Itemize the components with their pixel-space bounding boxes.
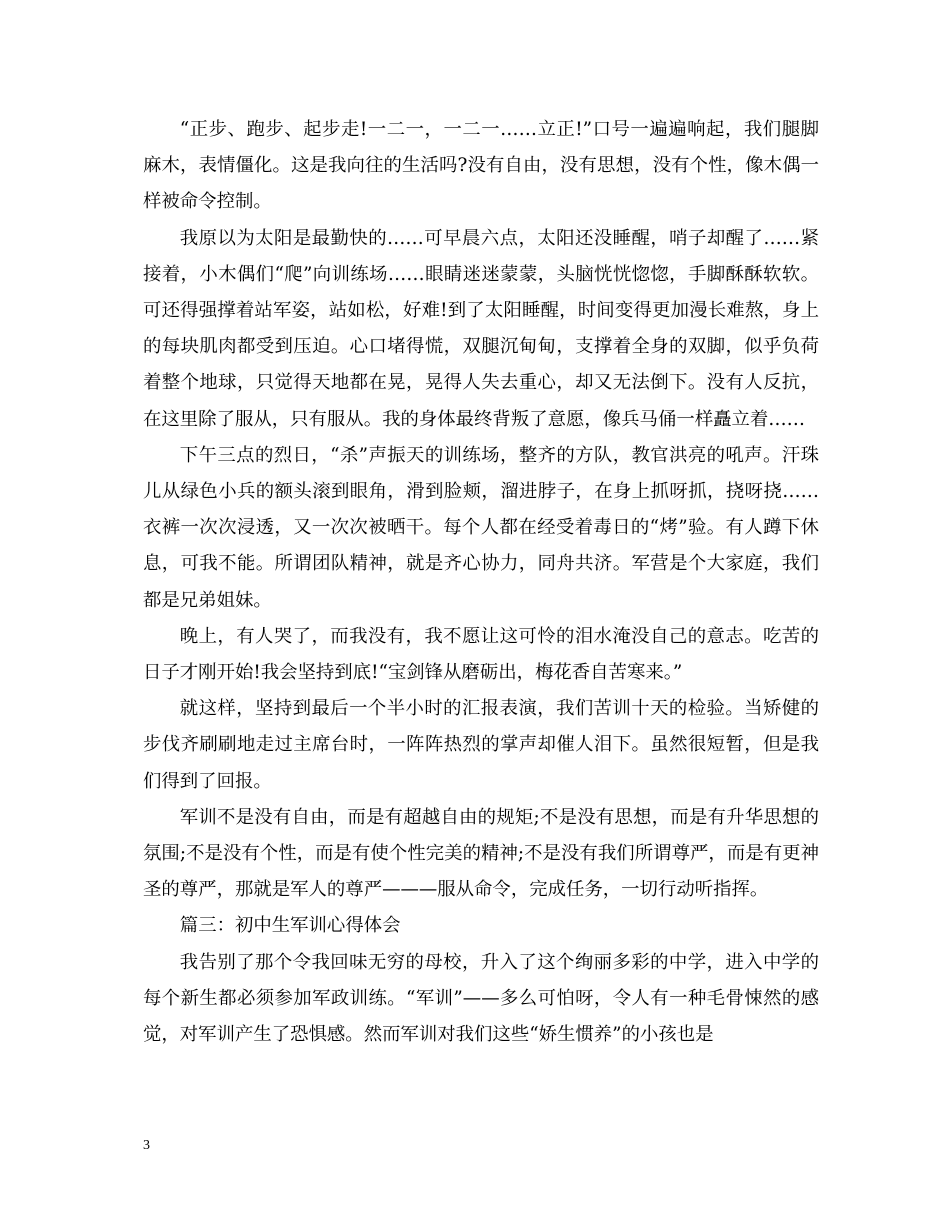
page-number: 3 [143, 1138, 150, 1153]
paragraph-6: 军训不是没有自由，而是有超越自由的规矩;不是没有思想，而是有升华思想的氛围;不是没有个性，而是有使个性完美的精神;不是没有我们所谓尊严，而是有更神圣的尊严，那就是军人的尊严———服从命令，完成任务，一切行动听指挥。 [143, 806, 819, 901]
paragraph-1: “正步、跑步、起步走!一二一，一二一……立正!”口号一遍遍响起，我们腿脚麻木，表情僵化。这是我向往的生活吗?没有自由，没有思想，没有个性，像木偶一样被命令控制。 [143, 119, 819, 213]
paragraph-2: 我原以为太阳是最勤快的……可早晨六点，太阳还没睡醒，哨子却醒了……紧接着，小木偶们“爬”向训练场……眼睛迷迷蒙蒙，头脑恍恍惚惚，手脚酥酥软软。可还得强撑着站军姿，站如松，好难!到了太阳睡醒，时间变得更加漫长难熬，身上的每块肌肉都受到压迫。心口堵得慌，双腿沉甸甸，支撑着全身的双脚，似乎负荷着整个地球，只觉得天地都在晃，晃得人失去重心，却又无法倒下。没有人反抗，在这里除了服从，只有服从。我的身体最终背叛了意愿，像兵马俑一样矗立着…… [143, 227, 819, 430]
paragraph-7: 我告别了那个令我回味无穷的母校，升入了这个绚丽多彩的中学，进入中学的每个新生都必须参加军政训练。“军训”——多么可怕呀，令人有一种毛骨悚然的感觉，对军训产生了恐惧感。然而军训对我们这些“娇生惯养”的小孩也是 [143, 951, 819, 1046]
section-heading: 篇三：初中生军训心得体会 [179, 915, 401, 937]
paragraph-4: 晚上，有人哭了，而我没有，我不愿让这可怜的泪水淹没自己的意志。吃苦的日子才刚开始!我会坚持到底!“宝剑锋从磨砺出，梅花香自苦寒来。” [143, 625, 819, 684]
paragraph-5: 就这样，坚持到最后一个半小时的汇报表演，我们苦训十天的检验。当矫健的步伐齐刷刷地走过主席台时，一阵阵热烈的掌声却催人泪下。虽然很短暂，但是我们得到了回报。 [143, 698, 819, 792]
paragraph-3: 下午三点的烈日，“杀”声振天的训练场，整齐的方队，教官洪亮的吼声。汗珠儿从绿色小兵的额头滚到眼角，滑到脸颊，溜进脖子，在身上抓呀抓，挠呀挠……衣裤一次次浸透，又一次次被晒干。每个人都在经受着毒日的“烤”验。有人蹲下休息，可我不能。所谓团队精神，就是齐心协力，同舟共济。军营是个大家庭，我们都是兄弟姐妹。 [143, 444, 819, 611]
document-body [143, 112, 819, 1053]
